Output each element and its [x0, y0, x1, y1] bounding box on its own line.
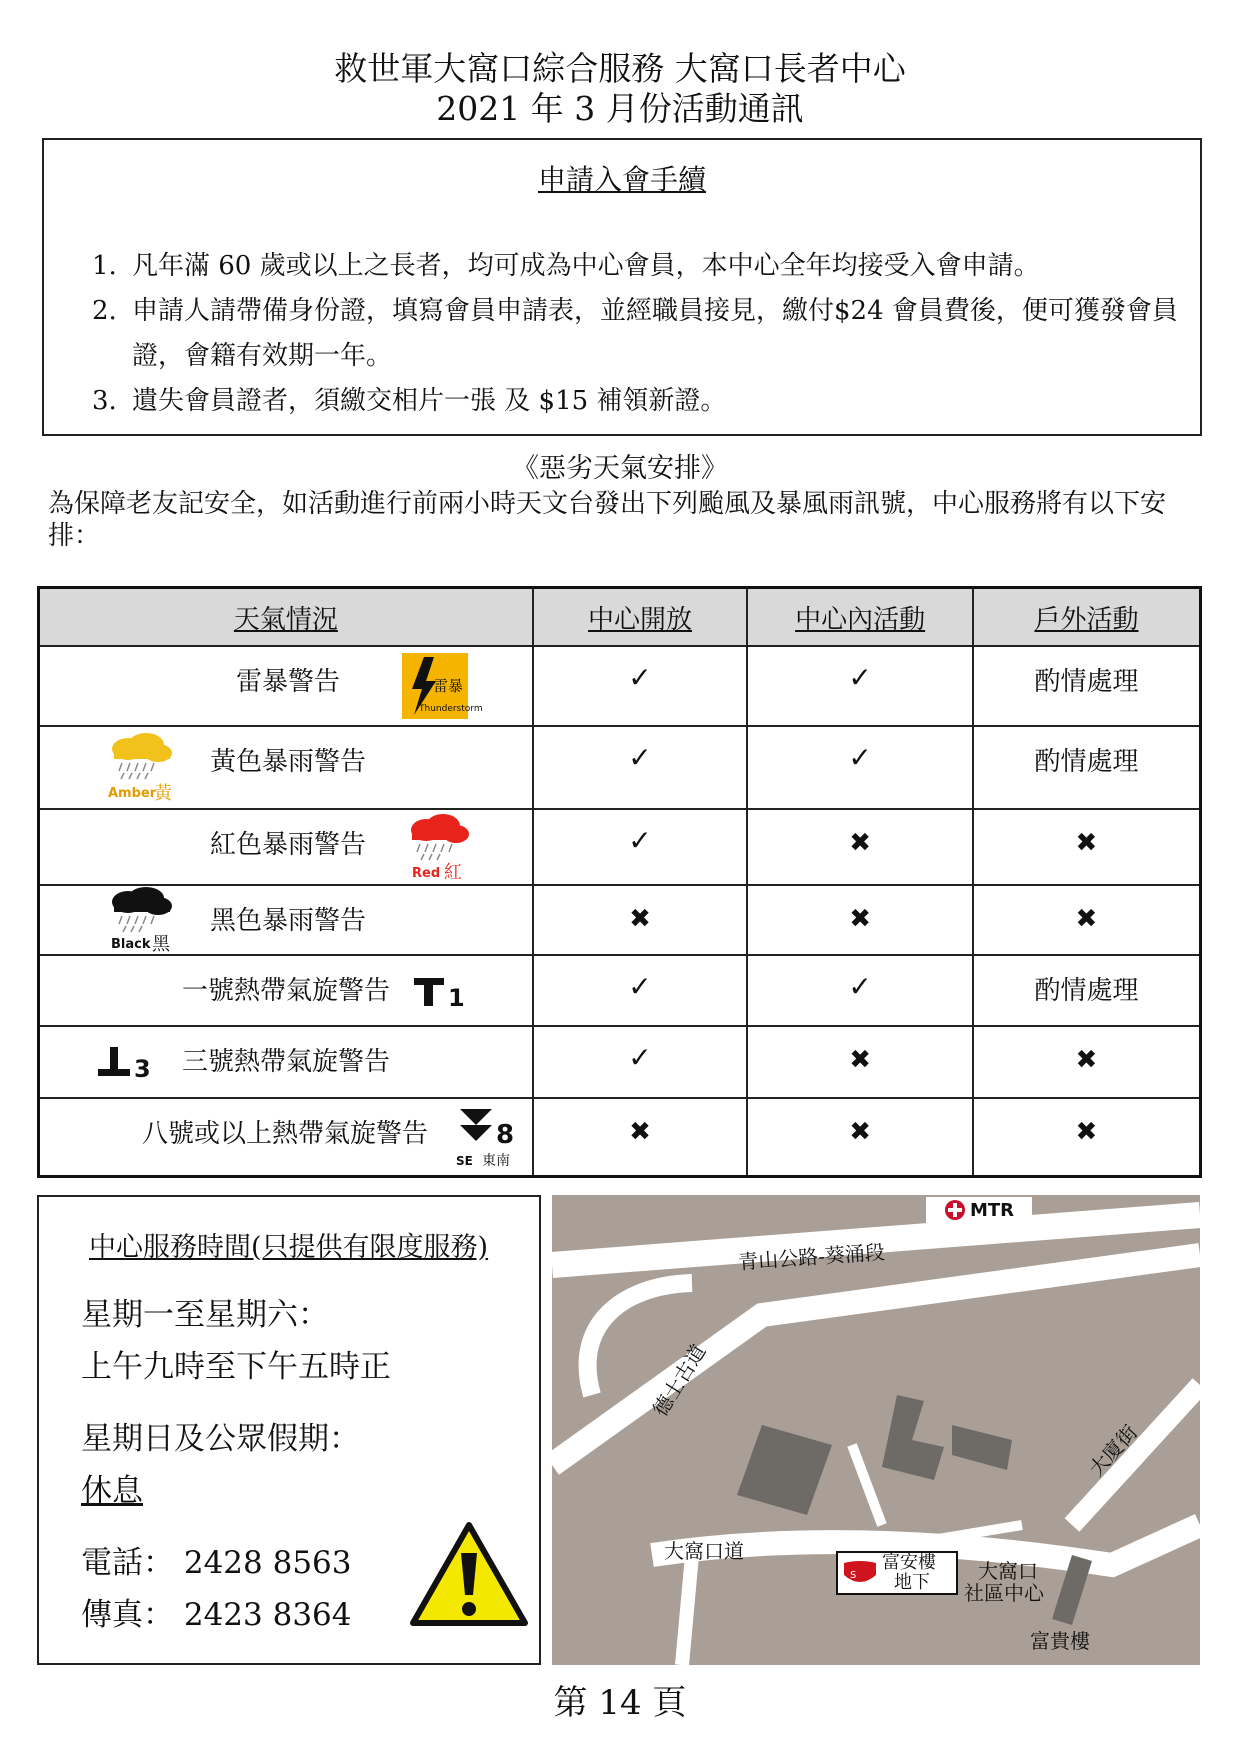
thunderstorm-icon	[402, 653, 483, 719]
col-outdoor: 戶外活動	[973, 588, 1201, 647]
indoor-cell	[747, 1026, 973, 1098]
building-block	[737, 1425, 832, 1515]
open-cell	[533, 1026, 748, 1098]
outdoor-cell: 酌情處理	[973, 955, 1201, 1025]
svg-text:Red: Red	[412, 865, 441, 881]
service-hours-box	[37, 1195, 541, 1665]
list-item: 2. 申請人請帶備身份證，填寫會員申請表，並經職員接見，繳付$24 會員費後，便可獲發會員證，會籍有效期一年。	[92, 296, 1178, 371]
salvation-army-shield-icon	[842, 1559, 878, 1589]
svg-text:3: 3	[134, 1054, 151, 1083]
condition-cell: 八號或以上熱帶氣旋警告 8 SE 東南	[39, 1098, 533, 1176]
check-icon: ✓	[628, 1040, 652, 1074]
open-cell	[533, 885, 748, 955]
col-weather: 天氣情況	[39, 588, 533, 647]
list-item: 1. 凡年滿 60 歲或以上之長者，均可成為中心會員，本中心全年均接受入會申請。	[92, 251, 1040, 281]
amber-rain-icon	[106, 733, 176, 803]
table-row	[39, 646, 1201, 726]
road-label-right-street: 大廈街	[1084, 1420, 1143, 1481]
road-label-tai-wo-hau: 大窩口道	[664, 1539, 744, 1563]
fax-line: 傳真： 2423 8364	[81, 1597, 352, 1633]
svg-text:Black: Black	[111, 937, 151, 953]
table-row	[39, 885, 1201, 955]
condition-cell: Black 黑 黑色暴雨警告	[39, 885, 533, 955]
check-icon: ✓	[848, 661, 872, 694]
weekday-time: 上午九時至下午五時正	[81, 1349, 391, 1385]
check-icon: ✓	[628, 970, 652, 1004]
col-indoor: 中心內活動	[747, 588, 973, 647]
check-icon: ✓	[628, 823, 652, 857]
condition-cell: Amber 黃 黃色暴雨警告	[39, 726, 533, 808]
weather-table	[37, 586, 1202, 1178]
location-map	[552, 1195, 1200, 1665]
road-label-texaco: 德士古道	[647, 1340, 711, 1421]
cross-icon: ✖	[849, 904, 871, 935]
outdoor-cell	[973, 1098, 1201, 1176]
table-row	[39, 955, 1201, 1025]
holiday-label: 星期日及公眾假期：	[81, 1421, 360, 1457]
open-cell	[533, 809, 748, 885]
red-rain-icon	[406, 814, 472, 882]
weekday-label: 星期一至星期六：	[81, 1297, 329, 1333]
open-cell	[533, 1098, 748, 1176]
check-icon: ✓	[628, 741, 652, 775]
table-row	[39, 1098, 1201, 1176]
outdoor-cell	[973, 1026, 1201, 1098]
svg-text:SE: SE	[456, 1154, 473, 1169]
page-number: 第 14 頁	[553, 1683, 687, 1723]
table-row	[39, 1026, 1201, 1098]
indoor-cell	[747, 646, 973, 726]
cross-icon: ✖	[1075, 1117, 1098, 1148]
check-icon: ✓	[628, 661, 652, 694]
list-item: 3. 遺失會員證者，須繳交相片一張 及 $15 補領新證。	[92, 386, 727, 416]
open-cell	[533, 726, 748, 808]
table-row	[39, 726, 1201, 808]
black-rain-icon	[106, 888, 176, 954]
outdoor-cell: 酌情處理	[973, 646, 1201, 726]
open-cell	[533, 955, 748, 1025]
indoor-cell	[747, 885, 973, 955]
outdoor-cell	[973, 809, 1201, 885]
weather-heading: 《惡劣天氣安排》	[512, 453, 728, 484]
col-open: 中心開放	[533, 588, 748, 647]
cross-icon: ✖	[1075, 904, 1098, 935]
outdoor-cell: 酌情處理	[973, 726, 1201, 808]
membership-box	[42, 138, 1202, 436]
svg-text:Thunderstorm: Thunderstorm	[419, 704, 483, 714]
newsletter-title: 2021 年 3 月份活動通訊	[436, 89, 804, 128]
road-label-castle-peak: 青山公路-葵涌段	[737, 1239, 886, 1275]
svg-text:Amber: Amber	[108, 786, 157, 802]
warning-icon	[409, 1521, 529, 1627]
fax-number: 2423 8364	[183, 1597, 352, 1633]
check-icon: ✓	[848, 970, 872, 1004]
outdoor-cell	[973, 885, 1201, 955]
hours-title: 中心服務時間(只提供有限度服務)	[89, 1232, 489, 1263]
cross-icon: ✖	[629, 904, 651, 935]
svg-text:雷暴: 雷暴	[433, 677, 464, 695]
nearby-building-label: 富貴樓	[1030, 1629, 1090, 1653]
typhoon-signal-3-icon	[94, 1043, 158, 1083]
weather-intro: 為保障老友記安全，如活動進行前兩小時天文台發出下列颱風及暴風雨訊號，中心服務將有以下安排：	[48, 489, 1167, 551]
svg-text:S: S	[850, 1570, 857, 1581]
svg-text:8: 8	[496, 1120, 515, 1151]
holiday-status: 休息	[81, 1473, 143, 1509]
phone-line: 電話： 2428 8563	[81, 1545, 352, 1581]
svg-text:紅: 紅	[444, 861, 462, 883]
phone-number: 2428 8563	[183, 1545, 352, 1581]
table-row	[39, 809, 1201, 885]
membership-title: 申請入會手續	[537, 163, 706, 196]
svg-text:黃: 黃	[154, 783, 172, 805]
community-centre-label: 大窩口 社區中心	[964, 1559, 1044, 1605]
typhoon-signal-1-icon	[412, 974, 468, 1013]
condition-cell: 紅色暴雨警告 Red 紅	[39, 809, 533, 885]
building-block	[952, 1425, 1012, 1470]
mtr-icon	[944, 1199, 966, 1221]
table-header-row	[39, 588, 1201, 647]
cross-icon: ✖	[1075, 827, 1098, 858]
condition-cell: 3 三號熱帶氣旋警告	[39, 1026, 533, 1098]
indoor-cell	[747, 809, 973, 885]
membership-list	[92, 244, 1182, 424]
typhoon-signal-8-icon	[456, 1105, 522, 1171]
cross-icon: ✖	[849, 827, 871, 858]
open-cell	[533, 646, 748, 726]
indoor-cell	[747, 726, 973, 808]
svg-text:黑: 黑	[152, 934, 170, 956]
svg-text:1: 1	[448, 984, 465, 1013]
check-icon: ✓	[848, 741, 872, 775]
cross-icon: ✖	[629, 1117, 651, 1148]
mtr-logo: MTR	[926, 1197, 1032, 1223]
condition-cell: 一號熱帶氣旋警告 1	[39, 955, 533, 1025]
building-block	[882, 1395, 944, 1480]
destination-marker: S 富安樓 地下	[836, 1551, 958, 1595]
svg-text:東南: 東南	[482, 1153, 510, 1170]
condition-cell: 雷暴警告 雷暴 Thunderstorm	[39, 646, 533, 726]
cross-icon: ✖	[849, 1117, 871, 1148]
center-name: 救世軍大窩口綜合服務 大窩口長者中心	[334, 49, 906, 88]
indoor-cell	[747, 1098, 973, 1176]
cross-icon: ✖	[849, 1044, 871, 1075]
indoor-cell	[747, 955, 973, 1025]
cross-icon: ✖	[1075, 1044, 1098, 1075]
